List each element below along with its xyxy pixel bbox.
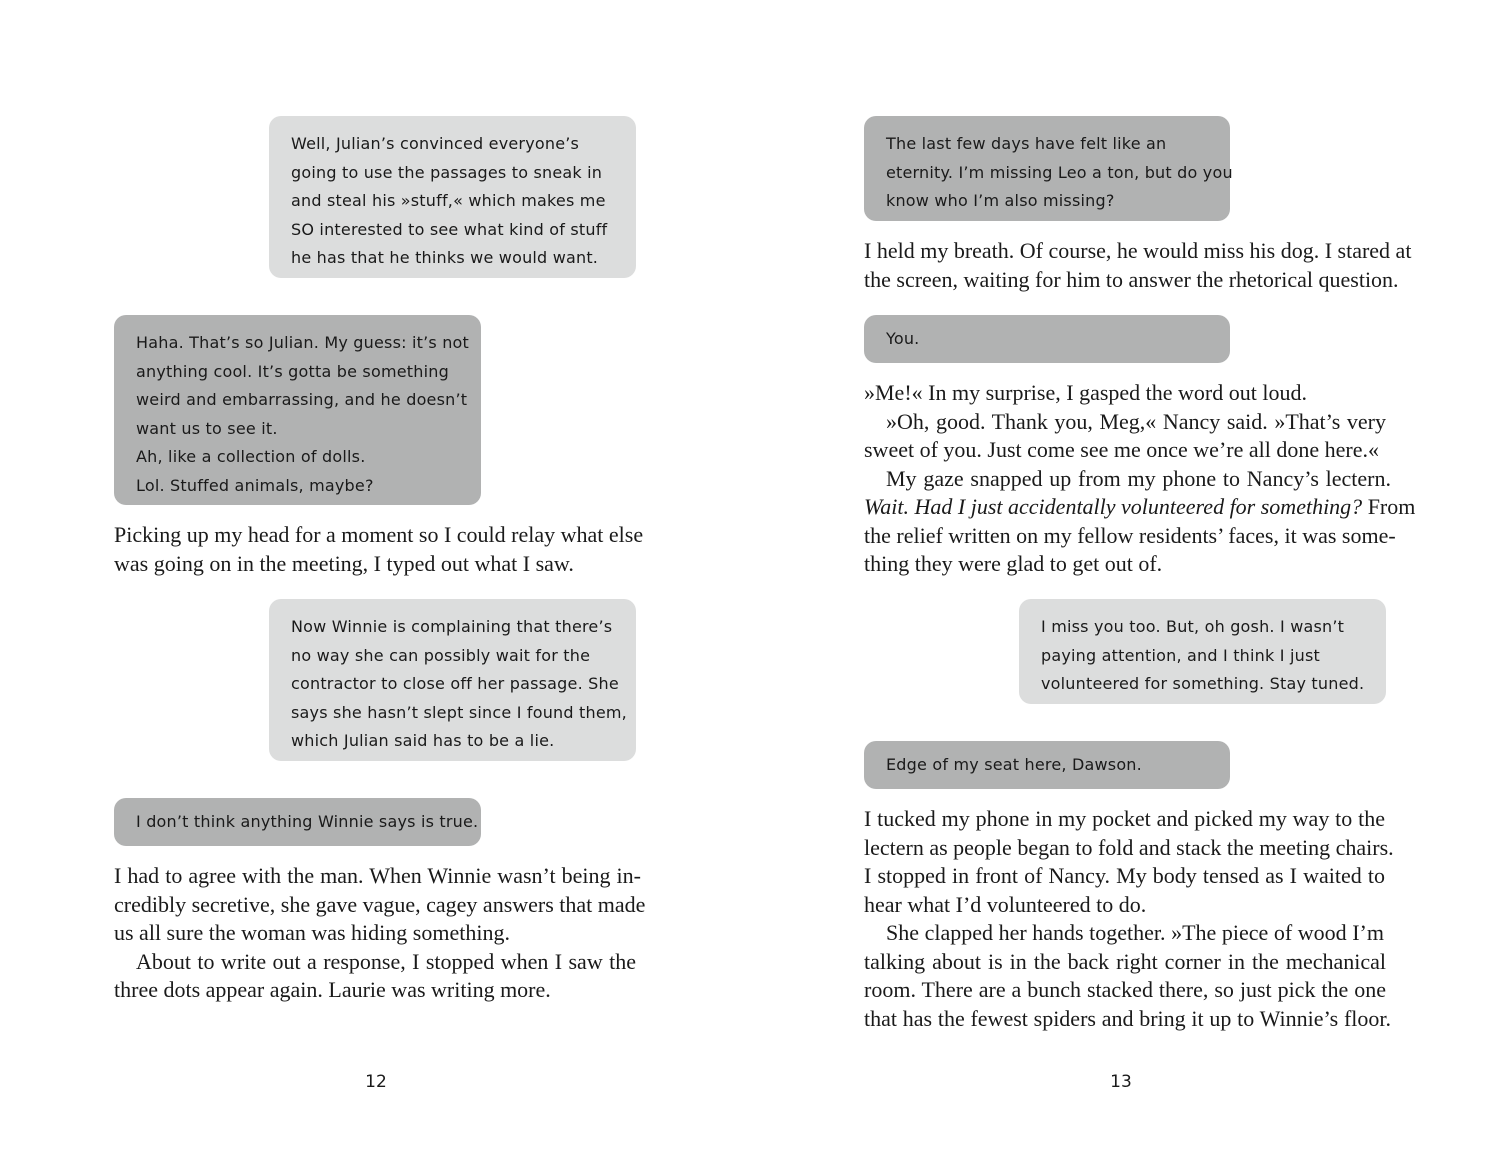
message-bubble-received <box>864 741 1230 789</box>
paragraph-line: I had to agree with the man. When Winnie wasn’t being in- <box>114 863 641 888</box>
paragraph-line: I held my breath. Of course, he would miss his dog. I stared at <box>864 238 1412 263</box>
paragraph-line: I tucked my phone in my pocket and picked my way to the <box>864 806 1385 831</box>
page-number: 12 <box>365 1072 387 1092</box>
italic-thought: Wait. Had I just accidentally volunteered for something? <box>864 494 1363 519</box>
message-line: Edge of my seat here, Dawson. <box>886 755 1142 774</box>
paragraph-line: the screen, waiting for him to answer the rhetorical question. <box>864 266 1399 292</box>
message-line: says she hasn’t slept since I found them, <box>291 702 627 722</box>
message-line: contractor to close off her passage. She <box>291 674 619 693</box>
paragraph <box>864 379 1416 579</box>
paragraph <box>114 521 644 578</box>
message-line: and steal his »stuff,« which makes me <box>291 191 606 210</box>
paragraph-line: I stopped in front of Nancy. My body tensed as I waited to <box>864 863 1385 888</box>
page-number: 13 <box>1110 1072 1132 1092</box>
paragraph-line <box>864 493 1416 522</box>
paragraph-line: hear what I’d volunteered to do. <box>864 891 1147 917</box>
message-bubble-received <box>114 798 481 846</box>
message-line: weird and embarrassing, and he doesn’t <box>136 390 468 409</box>
paragraph <box>114 862 646 1005</box>
paragraph-line: »Oh, good. Thank you, Meg,« Nancy said. »That’s very <box>886 408 1386 434</box>
paragraph <box>864 805 1394 1033</box>
message-line: The last few days have felt like an <box>886 134 1167 153</box>
message-line: paying attention, and I think I just <box>1041 645 1320 665</box>
message-bubble-sent <box>269 599 636 761</box>
paragraph-text: From <box>1362 494 1416 519</box>
paragraph-line: »Me!« In my surprise, I gasped the word out loud. <box>864 380 1307 405</box>
message-line: which Julian said has to be a lie. <box>291 731 555 750</box>
paragraph-line: sweet of you. Just come see me once we’re all done here.« <box>864 437 1379 462</box>
message-line: know who I’m also missing? <box>886 191 1115 210</box>
paragraph-line: was going on in the meeting, I typed out what I saw. <box>114 550 574 576</box>
right-page <box>750 0 1500 1167</box>
paragraph-line: lectern as people began to fold and stack the meeting chairs. <box>864 834 1394 860</box>
message-line: eternity. I’m missing Leo a ton, but do you <box>886 162 1233 182</box>
message-bubble-sent <box>269 116 636 278</box>
message-line: Lol. Stuffed animals, maybe? <box>136 475 374 495</box>
paragraph-line: She clapped her hands together. »The piece of wood I’m <box>886 920 1384 945</box>
message-line: going to use the passages to sneak in <box>291 162 603 182</box>
message-line: Well, Julian’s convinced everyone’s <box>291 134 580 153</box>
paragraph-line: Picking up my head for a moment so I could relay what else <box>114 522 644 547</box>
message-line: I don’t think anything Winnie says is true. <box>136 812 479 831</box>
paragraph <box>864 237 1412 294</box>
message-bubble-received <box>114 315 481 505</box>
message-bubble-received <box>864 116 1233 221</box>
paragraph-line: My gaze snapped up from my phone to Nancy’s lectern. <box>886 465 1391 491</box>
message-line: Ah, like a collection of dolls. <box>136 447 366 466</box>
paragraph-line: us all sure the woman was hiding something. <box>114 920 510 945</box>
paragraph-line: thing they were glad to get out of. <box>864 551 1163 576</box>
message-line: I miss you too. But, oh gosh. I wasn’t <box>1041 617 1345 636</box>
message-line: volunteered for something. Stay tuned. <box>1041 674 1365 693</box>
message-line: want us to see it. <box>136 418 278 438</box>
message-line: Haha. That’s so Julian. My guess: it’s not <box>136 333 470 352</box>
message-line: anything cool. It’s gotta be something <box>136 361 449 381</box>
message-line: You. <box>886 329 920 348</box>
paragraph-line: the relief written on my fellow residents’ faces, it was some- <box>864 522 1396 548</box>
message-line: Now Winnie is complaining that there’s <box>291 617 613 636</box>
paragraph-line: credibly secretive, she gave vague, cagey answers that made <box>114 891 646 917</box>
message-line: SO interested to see what kind of stuff <box>291 219 608 239</box>
paragraph-line: that has the fewest spiders and bring it up to Winnie’s floor. <box>864 1005 1391 1031</box>
message-line: he has that he thinks we would want. <box>291 248 599 267</box>
paragraph-line: About to write out a response, I stopped when I saw the <box>136 948 636 974</box>
paragraph-line: three dots appear again. Laurie was writing more. <box>114 977 551 1002</box>
message-line: no way she can possibly wait for the <box>291 645 591 665</box>
paragraph-line: talking about is in the back right corner in the mechanical <box>864 948 1386 974</box>
paragraph-line: room. There are a bunch stacked there, so just pick the one <box>864 977 1386 1002</box>
message-bubble-sent <box>1019 599 1386 704</box>
message-bubble-received <box>864 315 1230 363</box>
